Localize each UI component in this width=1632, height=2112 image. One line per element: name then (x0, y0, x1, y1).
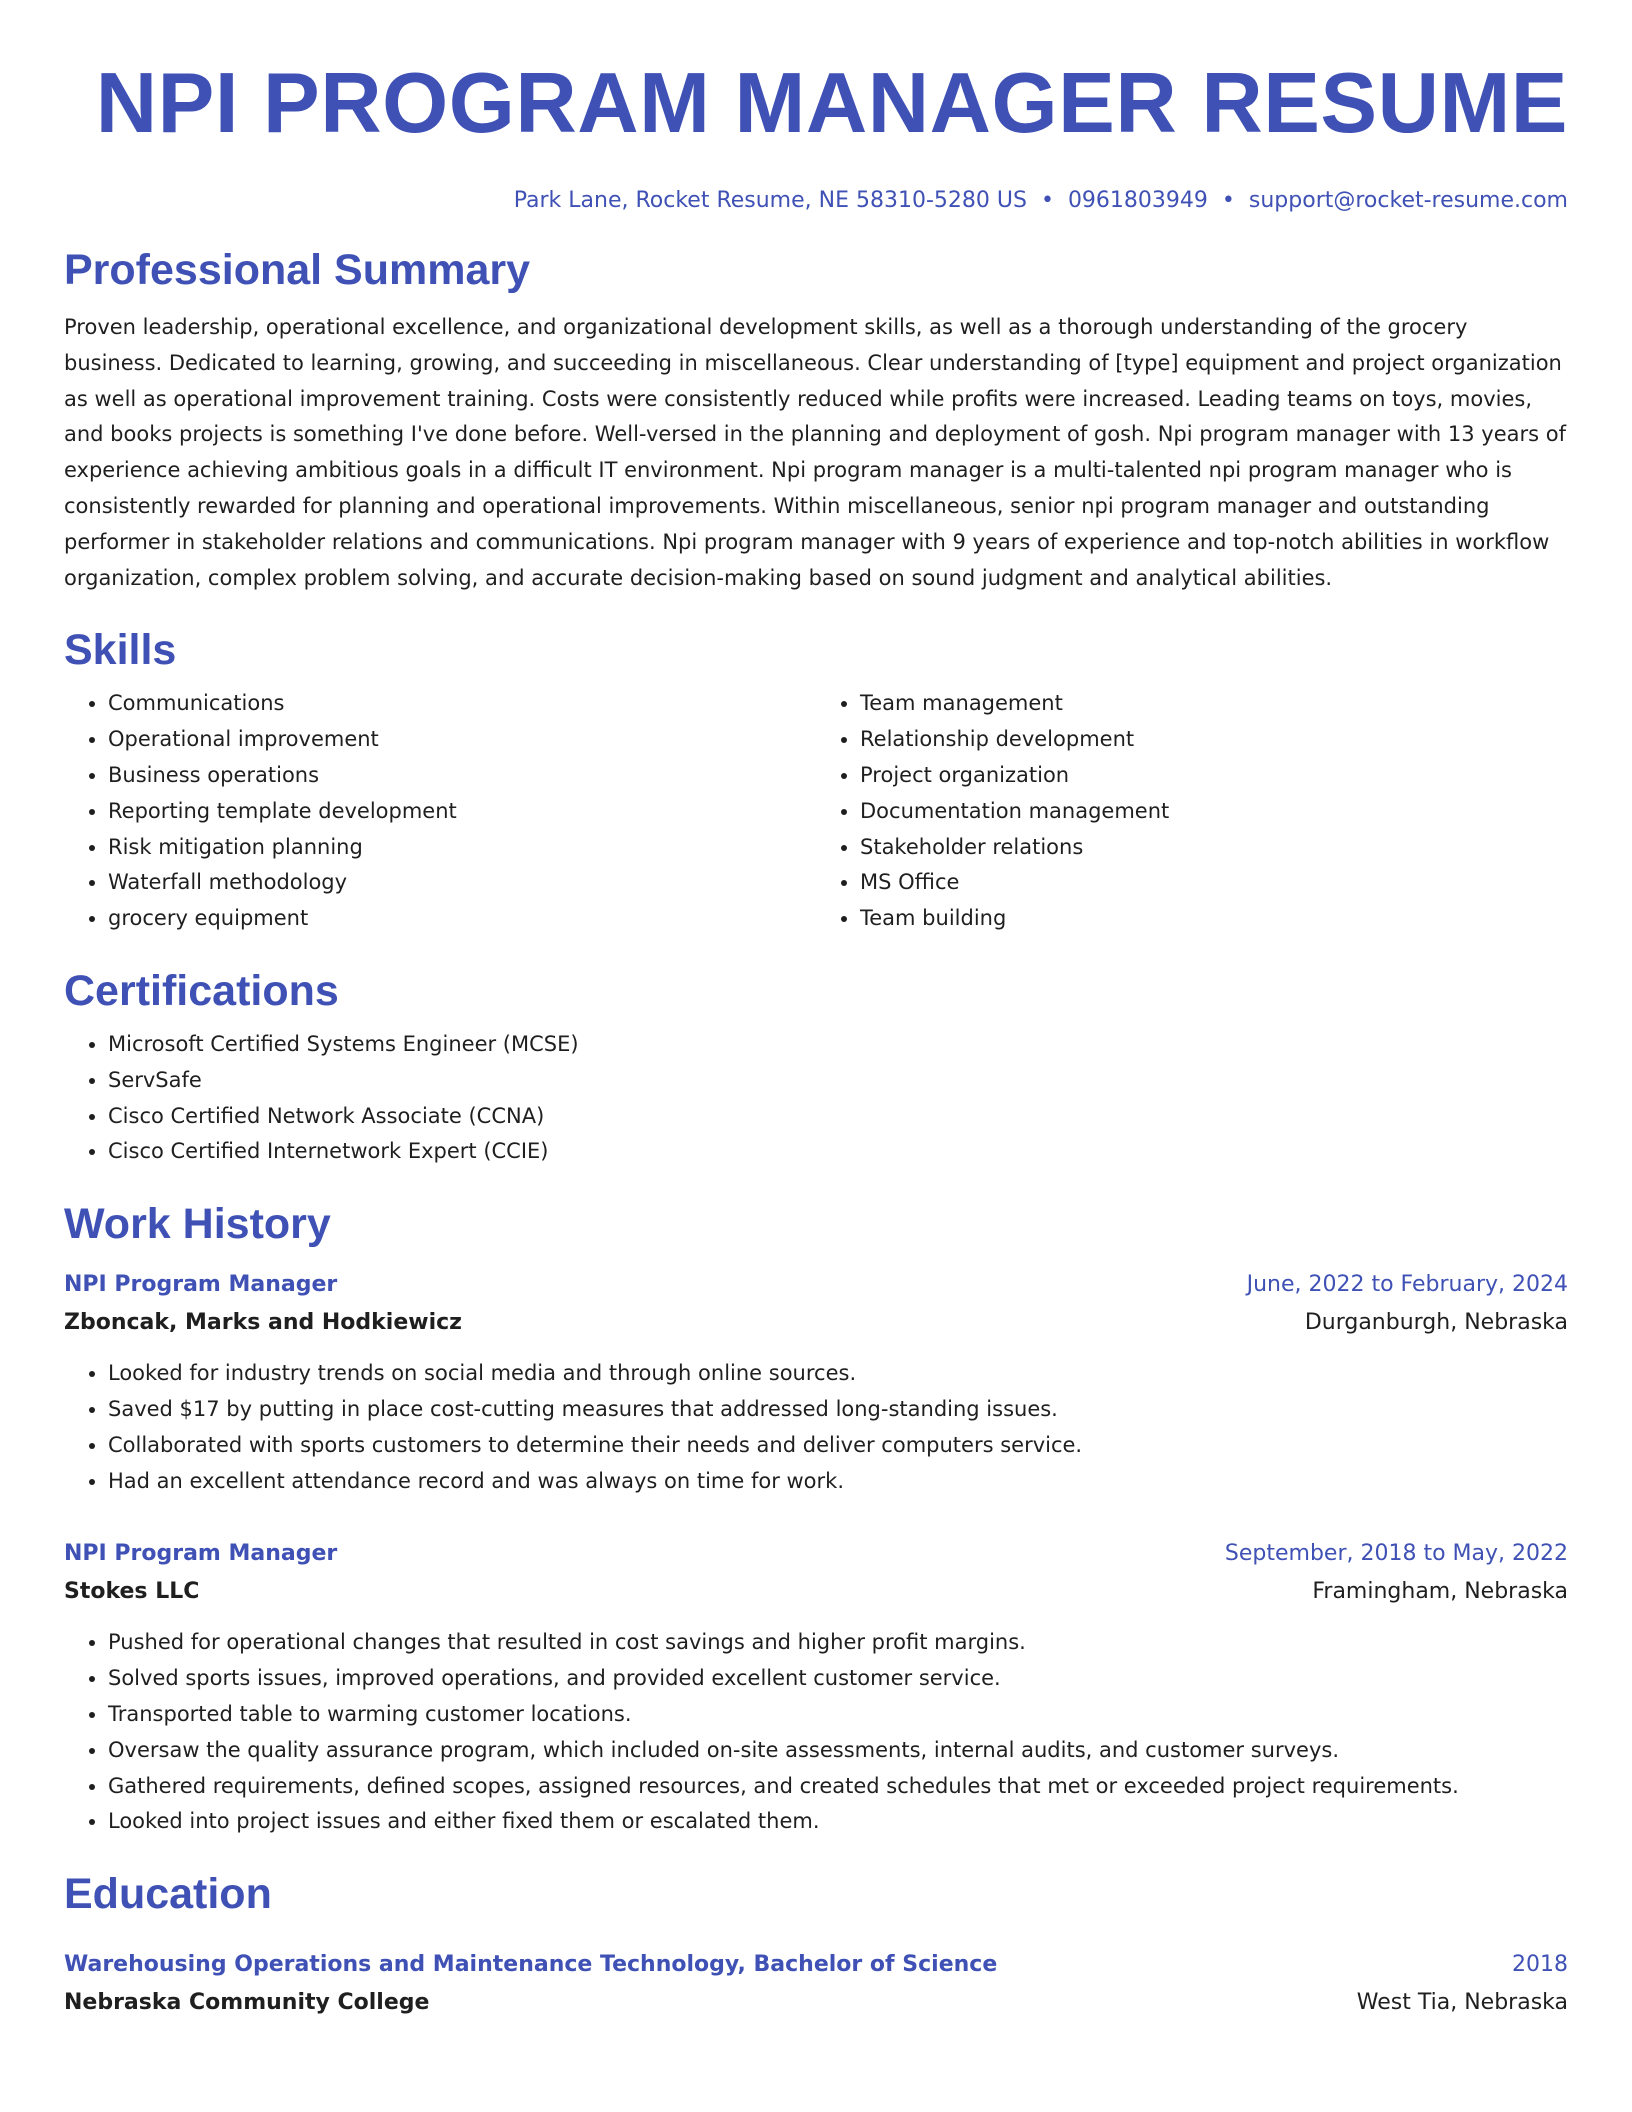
resume-title: NPI PROGRAM MANAGER RESUME (95, 56, 1568, 151)
job-bullet: • Had an excellent attendance record and was always on time for work. (108, 1464, 1568, 1500)
skill-item: • Communications (108, 686, 816, 722)
job-title: NPI Program Manager (64, 1541, 338, 1567)
summary-heading: Professional Summary (64, 246, 531, 294)
job-entry (64, 1266, 1568, 1499)
job-location: Durganburgh, Nebraska (1304, 1310, 1568, 1336)
address: Park Lane, Rocket Resume, NE 58310-5280 US (513, 188, 1027, 213)
job-title: NPI Program Manager (64, 1272, 338, 1298)
skill-item: • MS Office (860, 865, 1568, 901)
company-name: Stokes LLC (64, 1579, 200, 1605)
skill-item: • Waterfall methodology (108, 865, 816, 901)
skill-item: • Risk mitigation planning (108, 830, 816, 866)
skills-list-right (816, 686, 1568, 937)
skills-heading: Skills (64, 626, 177, 675)
degree: Warehousing Operations and Maintenance Technology, Bachelor of Science (64, 1952, 998, 1978)
job-bullet: • Pushed for operational changes that resulted in cost savings and higher profit margins. (108, 1625, 1568, 1661)
graduation-year: 2018 (1512, 1952, 1568, 1978)
education-section (64, 1868, 1568, 2022)
school-name: Nebraska Community College (64, 1990, 430, 2016)
job-bullet: • Gathered requirements, defined scopes, assigned resources, and created schedules that met or exceeded project requirements. (108, 1769, 1568, 1805)
skill-item: • Reporting template development (108, 794, 816, 830)
job-bullets (64, 1356, 1568, 1499)
company-name: Zboncak, Marks and Hodkiewicz (64, 1310, 462, 1336)
education-heading: Education (64, 1870, 272, 1919)
school-location: West Tia, Nebraska (1356, 1990, 1568, 2016)
summary-text: Proven leadership, operational excellence, and organizational development skills, as well as a thorough understanding of the grocery business. Dedicated to learning, growing, and succeeding in miscellaneous. Clear understanding of [type] equipment and project organization as well as operational improvement training. Costs were consistently reduced while profits were increased. Leading teams on toys, movies, and books projects is something I've done before. Well-versed in the planning and deployment of gosh. Npi program manager with 13 years of experience achieving ambitious goals in a difficult IT environment. Npi program manager is a multi-talented npi program manager who is consistently rewarded for planning and operational improvements. Within miscellaneous, senior npi program manager and outstanding performer in stakeholder relations and communications. Npi program manager with 9 years of experience and top-notch abilities in workflow organization, complex problem solving, and accurate decision-making based on sound judgment and analytical abilities. (64, 315, 1566, 590)
skill-item: • Relationship development (860, 722, 1568, 758)
skill-item: • Operational improvement (108, 722, 816, 758)
job-bullet: • Oversaw the quality assurance program, which included on-site assessments, internal audits, and customer surveys. (108, 1733, 1568, 1769)
skills-list-left (64, 686, 816, 937)
job-location: Framingham, Nebraska (1312, 1579, 1568, 1605)
phone: 0961803949 (1067, 188, 1208, 213)
job-dates: September, 2018 to May, 2022 (1224, 1541, 1568, 1567)
skill-item: • Business operations (108, 758, 816, 794)
certification-item: • Microsoft Certified Systems Engineer (MCSE) (108, 1027, 1568, 1063)
skill-item: • grocery equipment (108, 901, 816, 937)
certification-item: • ServSafe (108, 1063, 1568, 1099)
job-bullet: • Looked into project issues and either fixed them or escalated them. (108, 1804, 1568, 1840)
skill-item: • Team management (860, 686, 1568, 722)
contact-line (64, 186, 1568, 216)
certifications-heading: Certifications (64, 966, 339, 1015)
job-bullet: • Collaborated with sports customers to determine their needs and deliver computers service. (108, 1428, 1568, 1464)
job-bullet: • Saved $17 by putting in place cost-cutting measures that addressed long-standing issues. (108, 1392, 1568, 1428)
certification-item: • Cisco Certified Network Associate (CCNA) (108, 1099, 1568, 1135)
job-bullet: • Solved sports issues, improved operations, and provided excellent customer service. (108, 1661, 1568, 1697)
skill-item: • Stakeholder relations (860, 830, 1568, 866)
work-history-section (64, 1198, 1568, 1840)
skills-section (64, 624, 1568, 937)
job-bullets (64, 1625, 1568, 1840)
skill-item: • Project organization (860, 758, 1568, 794)
job-bullet: • Looked for industry trends on social media and through online sources. (108, 1356, 1568, 1392)
job-dates: June, 2022 to February, 2024 (1246, 1272, 1568, 1298)
skill-item: • Team building (860, 901, 1568, 937)
contact-separator: • (1221, 188, 1235, 213)
contact-separator: • (1040, 188, 1054, 213)
job-entry (64, 1535, 1568, 1840)
email-link[interactable]: support@rocket-resume.com (1248, 188, 1568, 213)
certifications-section (64, 965, 1568, 1170)
certifications-list (64, 1027, 1568, 1170)
certification-item: • Cisco Certified Internetwork Expert (CCIE) (108, 1134, 1568, 1170)
skill-item: • Documentation management (860, 794, 1568, 830)
job-bullet: • Transported table to warming customer locations. (108, 1697, 1568, 1733)
work-history-heading: Work History (64, 1200, 331, 1249)
